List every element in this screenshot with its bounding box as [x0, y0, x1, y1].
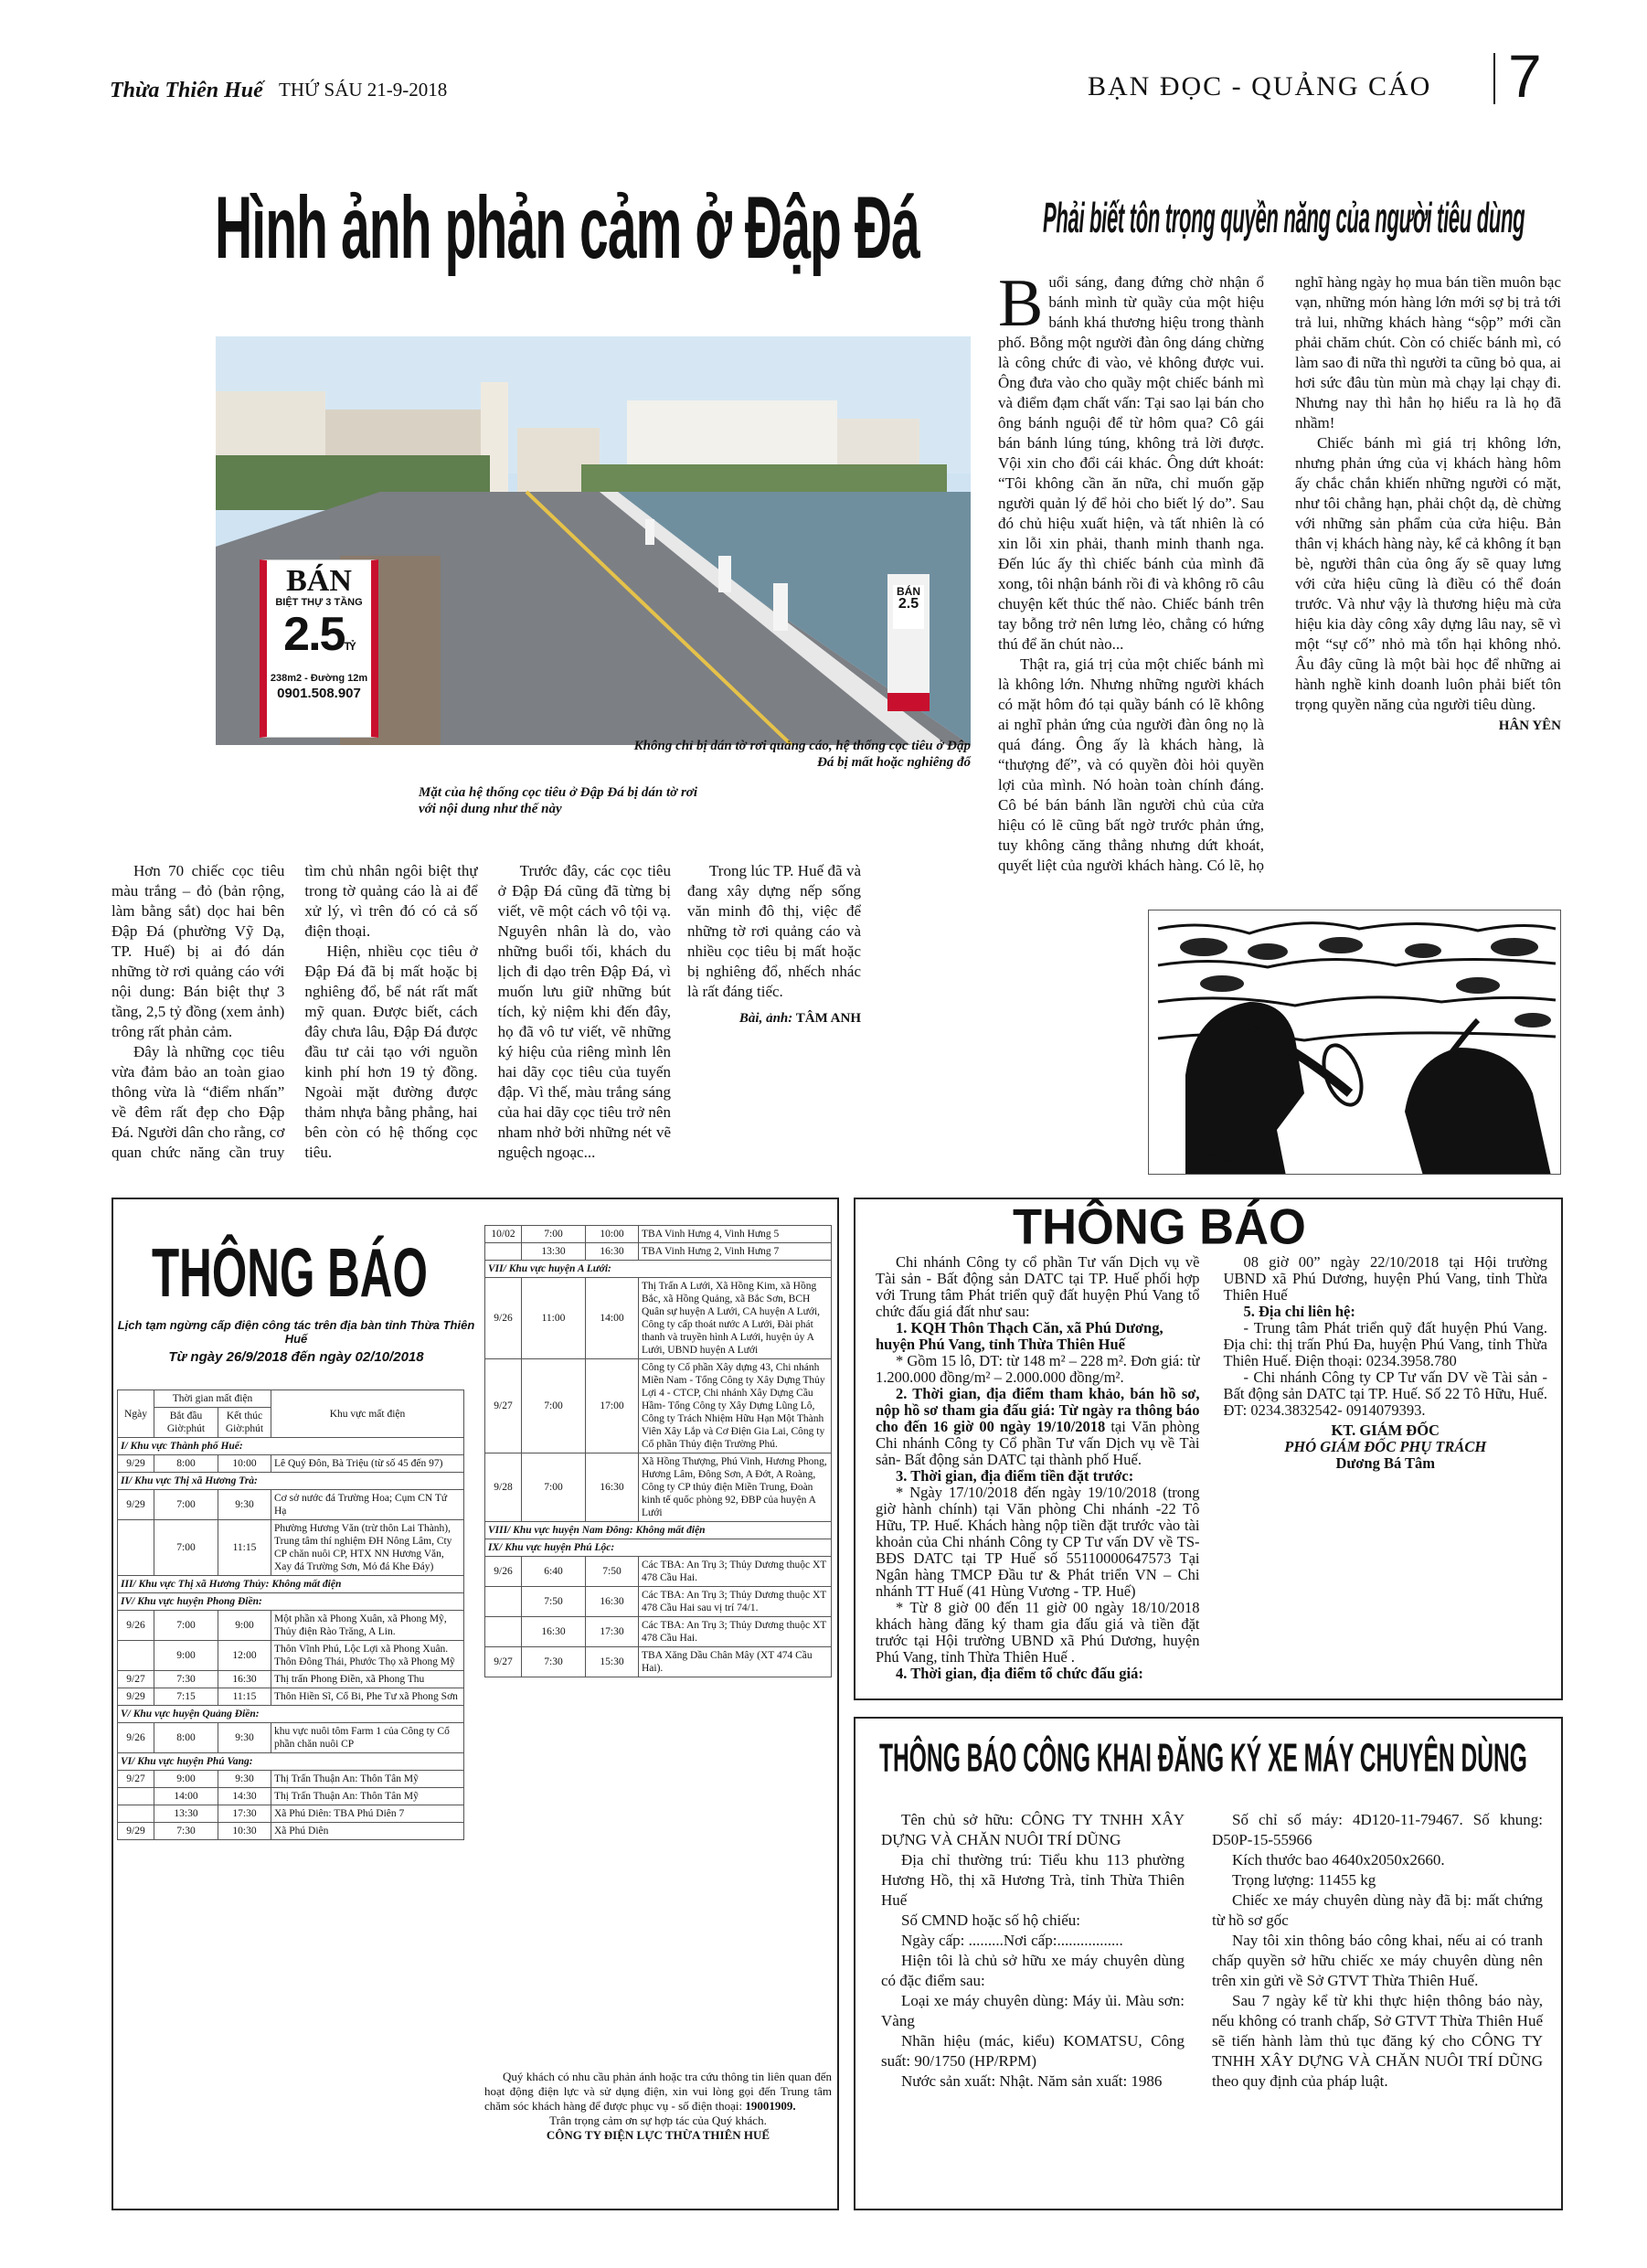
- outage-table: [117, 1390, 464, 1840]
- cell-day: 9/28: [485, 1453, 522, 1522]
- section-row: [118, 1753, 464, 1771]
- auction-title: THÔNG BÁO: [1013, 1198, 1306, 1255]
- table-row: [118, 1641, 464, 1671]
- article2-byline: HÂN YÊN: [1498, 719, 1561, 733]
- auction-sig1: KT. GIÁM ĐỐC: [1331, 1421, 1440, 1439]
- outage-footer-body: Quý khách có nhu cầu phản ánh hoặc tra cứu thông tin liên quan đến hoạt động điện lực và sử dụng điện, xin vui lòng gọi đến Trung tâm chăm sóc khách hàng để được phục vụ - số điện thoại:: [484, 2070, 832, 2113]
- section-label: II/ Khu vực Thị xã Hương Trà:: [118, 1473, 464, 1490]
- cell-area: Thị Trấn Thuận An: Thôn Tân Mỹ: [271, 1788, 464, 1805]
- table-header-row: [118, 1390, 464, 1408]
- article2-paragraph: Thật ra, giá trị của một chiếc bánh mì là không lớn. Nhưng những người khách có mặt hôm đó tại quầy bánh có lẽ không ai nghĩ phản ứng của người đàn ông nọ là quá đáng. Ông ấy là khách hàng, là “thượng đế”, và có quyền đòi hỏi quyền lợi của mình. Nó hoàn toàn chính đáng. Cô bé bán bánh lần người chủ của cửa hiệu có lẽ cũng bất ngờ trước phản ứng, tuy không căng thẳng nhưng dứt khoát, quyết liệt của người khách hàng. Có lẽ, họ nghĩ hàng ngày họ mua bán tiền muôn bạc vạn, những món hàng lớn mới sợ bị trả tới trả lui, những khách hàng “sộp” mới cần phải chăm chút. Còn có chiếc bánh mì, có làm sao đi nữa thì người ta cũng bỏ qua, ai hơi sức đâu tùn mùn mà chạy lại chạy đi. Nhưng nay thì hẳn họ hiểu ra là họ đã nhầm!: [998, 273, 1561, 874]
- cell-day: 9/26: [485, 1278, 522, 1359]
- article1-paragraph: Đây là những cọc tiêu vừa đảm bảo an toàn giao thông vừa là “điểm nhấn” về đêm rất đẹp cho Đập Đá. Người dân cho rằng, cơ quan chức năng cần truy tìm chủ nhân ngôi biệt thự trong tờ quảng cáo là ai để xử lý, vì trên đó có cả số điện thoại.: [112, 862, 478, 1161]
- outage-table-right: [484, 1225, 832, 1677]
- auction-item1-detail: * Gồm 15 lô, DT: từ 148 m² – 228 m². Đơn giá: từ 1.200.000 đồng/m² – 2.000.000 đồng/m².: [876, 1352, 1200, 1386]
- sign-small-price: 2.5: [898, 596, 919, 612]
- col-end: Kết thúc Giờ:phút: [218, 1408, 271, 1438]
- section-row: [485, 1261, 832, 1278]
- issue-date: THỨ SÁU 21-9-2018: [279, 79, 448, 101]
- cell-area: Thị trấn Phong Điền, xã Phong Thu: [271, 1671, 464, 1688]
- vehicle-line: Kích thước bao 4640x2050x2660.: [1232, 1851, 1445, 1869]
- section-label: V/ Khu vực huyện Quảng Điền:: [118, 1706, 464, 1723]
- cell-start: 13:30: [154, 1805, 218, 1823]
- col-time: Thời gian mất điện: [154, 1390, 271, 1408]
- section-label: III/ Khu vực Thị xã Hương Thủy: Không mất điện: [118, 1576, 464, 1593]
- ad-sign-small: [893, 585, 924, 629]
- outage-footer-text: [484, 2070, 832, 2114]
- cell-day: 9/26: [485, 1557, 522, 1587]
- table-row: [118, 1788, 464, 1805]
- cell-day: [118, 1520, 154, 1576]
- cell-end: 16:30: [586, 1587, 639, 1617]
- cell-area: Thôn Vĩnh Phú, Lộc Lợi xã Phong Xuân. Thôn Đông Thái, Phước Thọ xã Phong Mỹ: [271, 1641, 464, 1671]
- cell-start: 13:30: [522, 1243, 586, 1261]
- dropcap: B: [998, 266, 1044, 341]
- cell-day: 9/27: [485, 1647, 522, 1677]
- table-row: [118, 1611, 464, 1641]
- section-name: BẠN ĐỌC - QUẢNG CÁO: [1088, 71, 1432, 101]
- col-start: Bắt đầu Giờ:phút: [154, 1408, 218, 1438]
- vehicle-line: Nay tôi xin thông báo công khai, nếu ai có tranh chấp quyền sở hữu chiếc xe máy chuyên dùng nên trên xin gửi về Sở GTVT Thừa Thiên Huế.: [1212, 1932, 1543, 1989]
- article1-body-col4: [687, 861, 861, 1027]
- byline-name: TÂM ANH: [795, 1011, 861, 1026]
- cell-end: 17:30: [586, 1617, 639, 1647]
- auction-intro: Chi nhánh Công ty cổ phần Tư vấn Dịch vụ về Tài sản - Bất động sản DATC tại TP. Huế phối hợp với Trung tâm Phát triển quỹ đất huyện Phú Vang tổ chức đấu giá đất như sau:: [876, 1253, 1200, 1320]
- cell-end: 9:30: [218, 1490, 271, 1520]
- auction-contact1: - Trung tâm Phát triển quỹ đất huyện Phú Vang. Địa chỉ: thị trấn Phú Đa, huyện Phú Vang, tỉnh Thừa Thiên Huế. Điện thoại: 0234.3958.780: [1223, 1319, 1547, 1369]
- outage-table-body: [118, 1438, 464, 1840]
- sign-price-unit: TỶ: [344, 640, 355, 653]
- cell-start: 7:00: [522, 1226, 586, 1243]
- cell-end: 11:15: [218, 1520, 271, 1576]
- cell-end: 9:30: [218, 1771, 271, 1788]
- auction-item2: [876, 1386, 1200, 1468]
- outage-footer: [484, 2070, 832, 2143]
- cell-day: [118, 1788, 154, 1805]
- outage-phone: 19001909.: [745, 2099, 796, 2113]
- cell-area: TBA Xăng Dầu Chân Mây (XT 474 Cầu Hai).: [639, 1647, 832, 1677]
- page-header: [0, 0, 1647, 119]
- cell-start: 8:00: [154, 1455, 218, 1473]
- table-row: [485, 1587, 832, 1617]
- cell-day: 9/29: [118, 1490, 154, 1520]
- sign-detail: 238m2 - Đường 12m: [270, 673, 368, 684]
- cell-start: 9:00: [154, 1641, 218, 1671]
- cell-end: 12:00: [218, 1641, 271, 1671]
- cell-day: 9/29: [118, 1455, 154, 1473]
- article1-byline: [687, 1011, 861, 1027]
- caption-right: Không chỉ bị dán tờ rơi quảng cáo, hệ thống cọc tiêu ở Đập Đá bị mất hoặc nghiêng đổ: [633, 739, 971, 770]
- auction-body: [876, 1254, 1547, 1693]
- cell-day: 10/02: [485, 1226, 522, 1243]
- table-row: [118, 1671, 464, 1688]
- section-label: IV/ Khu vực huyện Phong Điền:: [118, 1593, 464, 1611]
- cell-area: Thôn Hiền Sĩ, Cổ Bi, Phe Tư xã Phong Sơn: [271, 1688, 464, 1706]
- cell-area: Thị Trấn A Lưới, Xã Hồng Kim, xã Hồng Bắc, xã Hồng Quảng, xã Bắc Sơn, BCH Quân sự huyện A Lưới, CA huyện A Lưới, Công ty cấp thoát nước A Lưới, Đài phát thanh và truyền hình A Lưới, huyện ủy A Lưới, UBND huyện A Lưới: [639, 1278, 832, 1359]
- cell-start: 16:30: [522, 1617, 586, 1647]
- outage-table-cont-body: [485, 1226, 832, 1677]
- auction-contact2: - Chi nhánh Công ty CP Tư vấn DV về Tài sản - Bất động sản DATC tại TP. Huế. Số 22 Tô Hữu, Huế. ĐT: 0234.3832542- 0914079393.: [1223, 1368, 1547, 1419]
- cell-start: 7:00: [522, 1453, 586, 1522]
- header-divider: [1493, 53, 1495, 104]
- auction-item2-head: 2. Thời gian, địa điểm tham khảo, bán hồ sơ, nộp hồ sơ tham gia đấu giá: Từ ngày ra thông báo cho đến 16 giờ 00 ngày 19/10/2018: [876, 1385, 1200, 1435]
- sign-price-value: 2.5: [283, 608, 345, 661]
- cell-area: Lê Quý Đôn, Bà Triệu (từ số 45 đến 97): [271, 1455, 464, 1473]
- cell-end: 17:00: [586, 1359, 639, 1453]
- vehicle-line: Nước sản xuất: Nhật. Năm sản xuất: 1986: [901, 2072, 1163, 2090]
- cell-start: 9:00: [154, 1771, 218, 1788]
- sign-word-ban: BÁN: [286, 564, 352, 598]
- cell-day: [118, 1641, 154, 1671]
- cell-day: [485, 1587, 522, 1617]
- cell-end: 9:30: [218, 1723, 271, 1753]
- ad-sign-large: [260, 559, 378, 738]
- table-row: [485, 1557, 832, 1587]
- table-row: [118, 1771, 464, 1788]
- cell-day: [118, 1805, 154, 1823]
- cell-day: [485, 1243, 522, 1261]
- cell-area: Xã Hồng Thượng, Phú Vinh, Hương Phong, Hương Lâm, Đông Sơn, A Đớt, A Roàng, Công ty CP thủy điện Miền Trung, Đoàn kinh tế quốc phòng 92, ĐBP của huyện A Lưới: [639, 1453, 832, 1522]
- section-row: [118, 1706, 464, 1723]
- cell-start: 7:50: [522, 1587, 586, 1617]
- cell-area: Các TBA: An Trụ 3; Thủy Dương thuộc XT 478 Cầu Hai.: [639, 1617, 832, 1647]
- vehicle-line: Trọng lượng: 11455 kg: [1232, 1871, 1376, 1889]
- cell-end: 11:15: [218, 1688, 271, 1706]
- vehicle-right: [1212, 1810, 1543, 2092]
- auction-item4-detail: 08 giờ 00” ngày 22/10/2018 tại Hội trường UBND xã Phú Dương, huyện Phú Vang, tỉnh Thừa Thiên Huế: [1223, 1253, 1547, 1304]
- article1-paragraph: Hơn 70 chiếc cọc tiêu màu trắng – đỏ (bản rộng, làm bằng sắt) dọc hai bên Đập Đá (phường Vỹ Dạ, TP. Huế) bị ai đó dán những tờ rơi quảng cáo với nội dung: Bán biệt thự 3 tầng, 2,5 tỷ đồng (xem ảnh) trông rất phản cảm.: [112, 862, 285, 1040]
- cell-day: 9/29: [118, 1823, 154, 1840]
- table-row: [485, 1278, 832, 1359]
- section-row: [485, 1522, 832, 1539]
- table-row: [485, 1243, 832, 1261]
- article1-paragraph: Trước đây, các cọc tiêu ở Đập Đá cũng đã từng bị viết, vẽ một cách vô tội vạ. Nguyên nhân là do, vào những buổi tối, khách du lịch đi dạo trên Đập Đá, vì muốn lưu giữ những bút tích, kỷ niệm khi đến đây, họ đã vô tư viết, vẽ những ký hiệu của riêng mình lên hai dãy cọc tiêu của tuyến đập. Vì thế, màu trắng sáng của hai dãy cọc tiêu trở nên nham nhở bởi những nét vẽ nguệch ngoạc...: [497, 862, 671, 1161]
- outage-table-cont: [484, 1225, 832, 1677]
- article1-paragraph: Hiện, nhiều cọc tiêu ở Đập Đá đã bị mất hoặc bị nghiêng đổ, bể nát rất mất mỹ quan. Được biết, cách đây chưa lâu, Đập Đá được đầu tư cải tạo với nguồn kinh phí hơn 19 tỷ đồng. Ngoài mặt đường được thảm nhựa bằng phẳng, hai bên còn có hệ thống cọc tiêu.: [304, 942, 478, 1161]
- cell-start: 7:00: [522, 1359, 586, 1453]
- bakery-illustration-drawing: [1149, 910, 1561, 1175]
- cell-area: Phường Hương Văn (trừ thôn Lai Thành), Trung tâm thí nghiệm ĐH Nông Lâm, Cty CP chăn nuôi CP, HTX NN Hương Văn, Xay đá Trường Sơn, Mỏ đá Khe Đáy): [271, 1520, 464, 1576]
- outage-company: CÔNG TY ĐIỆN LỰC THỪA THIÊN HUẾ: [546, 2128, 770, 2142]
- cell-end: 9:00: [218, 1611, 271, 1641]
- section-row: [118, 1473, 464, 1490]
- auction-item3-detail: * Ngày 17/10/2018 đến ngày 19/10/2018 (trong giờ hành chính) tại Văn phòng Chi nhánh -22 Tô Hữu, TP. Huế. Khách hàng nộp tiền đặt trước vào tài khoản của Chi nhánh Công ty CP Tư vấn DV về TS-BĐS DATC tại TP Huế số 55110000647573 Tại Ngân hàng TMCP Đầu tư & Phát triển VN – Chi nhánh TT Huế (41 Hùng Vương - TP. Huế): [876, 1484, 1200, 1600]
- table-row: [118, 1455, 464, 1473]
- cell-end: 16:30: [586, 1243, 639, 1261]
- cell-end: 14:00: [586, 1278, 639, 1359]
- bakery-illustration: [1148, 910, 1561, 1175]
- table-row: [485, 1617, 832, 1647]
- table-row: [485, 1359, 832, 1453]
- cell-start: 7:30: [154, 1823, 218, 1840]
- sign-small-word: BÁN: [897, 585, 920, 598]
- cell-day: 9/27: [485, 1359, 522, 1453]
- cell-end: 10:30: [218, 1823, 271, 1840]
- section-row: [118, 1576, 464, 1593]
- byline-label: Bài, ảnh:: [738, 1011, 793, 1026]
- sign-phone: 0901.508.907: [277, 686, 361, 701]
- col-area: Khu vực mất điện: [271, 1390, 464, 1438]
- caption-left: Mặt của hệ thống cọc tiêu ở Đập Đá bị dán tờ rơi với nội dung như thế này: [419, 785, 698, 816]
- cell-area: Xã Phú Diên: TBA Phú Diên 7: [271, 1805, 464, 1823]
- cell-start: 7:00: [154, 1490, 218, 1520]
- auction-item3: 3. Thời gian, địa điểm tiền đặt trước:: [896, 1467, 1134, 1485]
- table-row: [118, 1520, 464, 1576]
- col-day: Ngày: [118, 1390, 154, 1438]
- sign-price: [267, 609, 371, 672]
- cell-area: Công ty Cổ phần Xây dựng 43, Chi nhánh Miền Nam - Tổng Công ty Xây Dựng Thủy Lợi 4 - CTCP, Chi nhánh Xây Dựng Cầu Hầm- Tổng Công ty Xây Dựng Lũng Lô, Công ty Trách Nhiệm Hữu Hạn Một Thành Viên Xây Lắp và Cơ Điện Gia Lai, Công ty Cổ phần Thủy điện Trường Phú.: [639, 1359, 832, 1453]
- auction-item4: 4. Thời gian, địa điểm tổ chức đấu giá:: [896, 1665, 1143, 1682]
- cell-end: 16:30: [586, 1453, 639, 1522]
- cell-area: Xã Phú Diên: [271, 1823, 464, 1840]
- page-number: 7: [1508, 42, 1542, 110]
- cell-end: 10:00: [586, 1226, 639, 1243]
- auction-item1: 1. KQH Thôn Thạch Căn, xã Phú Dương, huyện Phú Vang, tỉnh Thừa Thiên Huế: [876, 1319, 1164, 1353]
- vehicle-line: Địa chỉ thường trú: Tiểu khu 113 phường Hương Hồ, thị xã Hương Trà, tỉnh Thừa Thiên Huế: [881, 1851, 1185, 1909]
- outage-range: Từ ngày 26/9/2018 đến ngày 02/10/2018: [168, 1349, 424, 1365]
- cell-day: 9/27: [118, 1671, 154, 1688]
- cell-start: 14:00: [154, 1788, 218, 1805]
- vehicle-line: Ngày cấp: .........Nơi cấp:.................: [901, 1932, 1123, 1949]
- cell-day: 9/26: [118, 1611, 154, 1641]
- vehicle-line: Sau 7 ngày kể từ khi thực hiện thông báo này, nếu không có tranh chấp, Sở GTVT Thừa Thiên Huế sẽ tiến hành làm thủ tục đăng ký cho CÔNG TY TNHH XÂY DỰNG VÀ CHĂN NUÔI TRÍ DŨNG theo quy định của pháp luật.: [1212, 1992, 1543, 2090]
- sign-subtitle: BIỆT THỰ 3 TẦNG: [275, 597, 363, 608]
- article2-paragraph: [998, 266, 1264, 655]
- cell-area: TBA Vinh Hưng 4, Vinh Hưng 5: [639, 1226, 832, 1243]
- cell-area: Các TBA: An Trụ 3; Thủy Dương thuộc XT 478 Cầu Hai.: [639, 1557, 832, 1587]
- article2-title: Phải biết tôn trọng quyền năng của người tiêu dùng: [1043, 194, 1525, 242]
- section-label: VIII/ Khu vực huyện Nam Đông: Không mất điện: [485, 1522, 832, 1539]
- article1-title: Hình ảnh phản cảm ở Đập Đá: [215, 179, 919, 278]
- cell-end: 15:30: [586, 1647, 639, 1677]
- table-row: [118, 1723, 464, 1753]
- auction-item2-detail: tại Văn phòng Chi nhánh Công ty Cổ phần Tư vấn Dịch vụ về Tài sản- Bất động sản DATC tại thành phố Huế.: [876, 1418, 1200, 1468]
- table-row: [118, 1490, 464, 1520]
- section-label: IX/ Khu vực huyện Phú Lộc:: [485, 1539, 832, 1557]
- cell-start: 7:00: [154, 1611, 218, 1641]
- cell-area: Thị Trấn Thuận An: Thôn Tân Mỹ: [271, 1771, 464, 1788]
- table-row: [485, 1453, 832, 1522]
- vehicle-left: [881, 1810, 1185, 2092]
- vehicle-line: Loại xe máy chuyên dùng: Máy ủi. Màu sơn: Vàng: [881, 1992, 1185, 2029]
- cell-day: 9/27: [118, 1771, 154, 1788]
- article2-lead: uổi sáng, đang đứng chờ nhận ổ bánh mình từ quầy của một hiệu bánh khá thương hiệu trong thành phố. Bỗng một người đàn ông dáng chừng là công chức đi vào, vẻ không được vui. Ông đưa vào cho quầy một chiếc bánh mì và điểm đạm chất vấn: Tại sao lại bán cho ông bánh nguội để từ hôm qua? Cô gái bán bánh lúng túng, không trả lời được. Vội xin cho đổi cái khác. Ông dứt khoát: “Tôi không cần ăn nữa, chỉ muốn gặp người quản lý để hỏi cho biết lý do”. Sau đó chủ hiệu xuất hiện, và tất nhiên là có xin lỗi xin phải, thanh minh thanh nga. Đến lúc ấy thì chiếc bánh của mình đã xong, tôi nhận bánh rồi đi và không rõ câu chuyện kết thúc thế nào. Chiếc bánh trên tay bỗng trở nên lưng lẻo, chẳng có hứng thú để ăn chút nào...: [998, 273, 1264, 653]
- outage-thanks: Trân trọng cảm ơn sự hợp tác của Quý khách.: [549, 2114, 767, 2127]
- cell-start: 11:00: [522, 1278, 586, 1359]
- cell-day: 9/26: [118, 1723, 154, 1753]
- section-row: [118, 1438, 464, 1455]
- auction-item5: 5. Địa chỉ liên hệ:: [1243, 1303, 1355, 1320]
- vehicle-line: Nhãn hiệu (mác, kiểu) KOMATSU, Công suất: 90/1750 (HP/RPM): [881, 2032, 1185, 2070]
- cell-area: Cơ sở nước đá Trường Hoa; Cụm CN Tứ Hạ: [271, 1490, 464, 1520]
- vehicle-line: Số CMND hoặc số hộ chiếu:: [901, 1911, 1080, 1929]
- cell-end: 14:30: [218, 1788, 271, 1805]
- article1-body: [112, 861, 671, 1172]
- vehicle-line: Số chỉ số máy: 4D120-11-79467. Số khung: D50P-15-55966: [1212, 1811, 1543, 1848]
- outage-title: THÔNG BÁO: [152, 1235, 428, 1313]
- paper-name: Thừa Thiên Huế: [110, 79, 263, 102]
- table-row: [118, 1823, 464, 1840]
- section-row: [118, 1593, 464, 1611]
- cell-end: 10:00: [218, 1455, 271, 1473]
- cell-day: 9/29: [118, 1688, 154, 1706]
- cell-end: 17:30: [218, 1805, 271, 1823]
- article1-paragraph: Trong lúc TP. Huế đã và đang xây dựng nếp sống văn minh đô thị, việc để những tờ rơi quảng cáo và nhiều cọc tiêu bị mất hoặc bị nghiêng đổ, nhếch nhác là rất đáng tiếc.: [687, 862, 861, 1000]
- table-row: [485, 1647, 832, 1677]
- table-row: [118, 1805, 464, 1823]
- auction-sig2: PHÓ GIÁM ĐỐC PHỤ TRÁCH: [1284, 1438, 1487, 1455]
- cell-area: TBA Vinh Hưng 2, Vinh Hưng 7: [639, 1243, 832, 1261]
- cell-end: 16:30: [218, 1671, 271, 1688]
- cell-start: 7:15: [154, 1688, 218, 1706]
- vehicle-title: THÔNG BÁO CÔNG KHAI ĐĂNG KÝ XE MÁY CHUYÊN DÙNG: [879, 1737, 1527, 1781]
- section-label: VII/ Khu vực huyện A Lưới:: [485, 1261, 832, 1278]
- table-row: [118, 1688, 464, 1706]
- cell-start: 8:00: [154, 1723, 218, 1753]
- vehicle-line: Chiếc xe máy chuyên dùng này đã bị: mất chứng từ hồ sơ gốc: [1212, 1891, 1543, 1929]
- cell-end: 7:50: [586, 1557, 639, 1587]
- section-label: VI/ Khu vực huyện Phú Vang:: [118, 1753, 464, 1771]
- cell-start: 7:30: [154, 1671, 218, 1688]
- cell-start: 7:00: [154, 1520, 218, 1576]
- cell-area: Một phần xã Phong Xuân, xã Phong Mỹ, Thủy điện Rào Trăng, A Lin.: [271, 1611, 464, 1641]
- vehicle-line: Hiện tôi là chủ sở hữu xe máy chuyên dùng có đặc điểm sau:: [881, 1952, 1185, 1989]
- auction-sig3: Dương Bá Tâm: [1335, 1454, 1436, 1472]
- section-row: [485, 1539, 832, 1557]
- cell-area: Các TBA: An Trụ 3; Thủy Dương thuộc XT 478 Cầu Hai sau vị trí 74/1.: [639, 1587, 832, 1617]
- vehicle-line: Tên chủ sở hữu: CÔNG TY TNHH XÂY DỰNG VÀ CHĂN NUÔI TRÍ DŨNG: [881, 1811, 1185, 1848]
- cell-start: 7:30: [522, 1647, 586, 1677]
- table-row: [485, 1226, 832, 1243]
- article2-paragraph: Chiếc bánh mì giá trị không lớn, nhưng phản ứng của vị khách hàng hôm ấy chắc chắn khiến những người có mặt, như tôi chẳng hạn, phải chột dạ, dè chừng với những sản phẩm của cửa hiệu. Bản thân vị khách hàng này, kể cả không ít bạn bè, người thân của ông ấy sẽ quay lưng với cửa hiệu cũng là điều có thể đoán trước. Và như vậy là thương hiệu mà cửa hiệu kia dày công xây dựng lâu nay, sẽ vì một “sự cố” nhỏ mà tổn hại không nhỏ. Âu đây cũng là một bài học để những ai hành nghề kinh doanh luôn phải biết tôn trọng quyền năng của người tiêu dùng.: [1295, 434, 1561, 713]
- cell-area: khu vực nuôi tôm Farm 1 của Công ty Cổ phần chăn nuôi CP: [271, 1723, 464, 1753]
- cell-day: [485, 1617, 522, 1647]
- article2-body: [998, 266, 1561, 880]
- outage-table-left: [117, 1390, 464, 1840]
- section-label: I/ Khu vực Thành phố Huế:: [118, 1438, 464, 1455]
- auction-item3-detail2: * Từ 8 giờ 00 đến 11 giờ 00 ngày 18/10/2018 khách hàng đăng ký tham gia đấu giá và tiền đặt trước tại Hội trường UBND xã Phú Dương, huyện Phú Vang, tỉnh Thừa Thiên Huế .: [876, 1599, 1200, 1666]
- cell-start: 6:40: [522, 1557, 586, 1587]
- road-photo: [216, 336, 971, 745]
- outage-subtitle: Lịch tạm ngừng cấp điện công tác trên địa bàn tỉnh Thừa Thiên Huế: [117, 1318, 475, 1346]
